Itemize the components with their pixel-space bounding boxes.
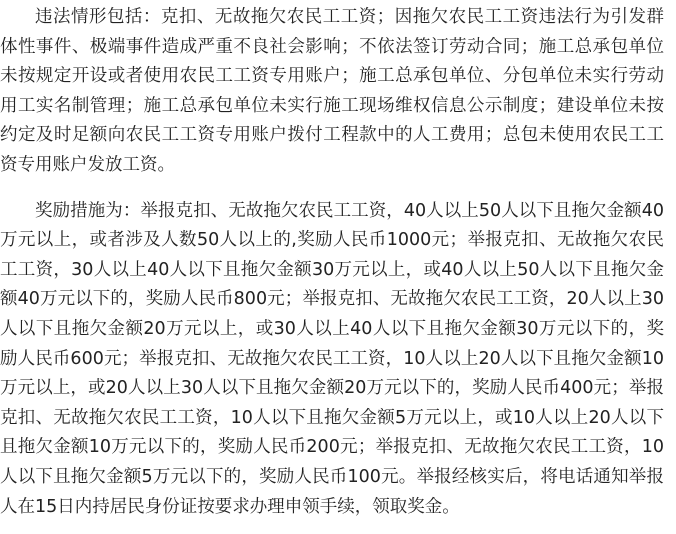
paragraph-rewards-wrapper — [0, 197, 664, 523]
paragraph-gap — [36, 181, 664, 197]
paragraph-rewards: 奖励措施为：举报克扣、无故拖欠农民工工资，40人以上50人以下且拖欠金额40万元以上，或者涉及人数50人以上的,奖励人民币1000元；举报克扣、无故拖欠农民工工资，30人以上40人以下且拖欠金额30万元以上，或40人以上50人以下且拖欠金额40万元以下的，奖励人民币800元；举报克扣、无故拖欠农民工工资，20人以上30人以下且拖欠金额20万元以上，或30人以上40人以下且拖欠金额30万元以下的，奖励人民币600元；举报克扣、无故拖欠农民工工资，10人以上20人以下且拖欠金额10万元以上，或20人以上30人以下且拖欠金额20万元以下的，奖励人民币400元；举报克扣、无故拖欠农民工工资，10人以下且拖欠金额5万元以上，或10人以上20人以下且拖欠金额10万元以下的，奖励人民币200元；举报克扣、无故拖欠农民工工资，10人以下且拖欠金额5万元以下的，奖励人民币100元。举报经核实后，将电话通知举报人在15日内持居民身份证按要求办理申领手续，领取奖金。 — [0, 200, 664, 517]
paragraph-violations: 违法情形包括：克扣、无故拖欠农民工工资；因拖欠农民工工资违法行为引发群体性事件、极端事件造成严重不良社会影响；不依法签订劳动合同；施工总承包单位未按规定开设或者使用农民工工资专用账户；施工总承包单位、分包单位未实行劳动用工实名制管理；施工总承包单位未实行施工现场维权信息公示制度；建设单位未按约定及时足额向农民工工资专用账户拨付工程款中的人工费用；总包未使用农民工工资专用账户发放工资。 — [0, 7, 664, 175]
paragraph-violations-wrapper — [0, 3, 664, 181]
